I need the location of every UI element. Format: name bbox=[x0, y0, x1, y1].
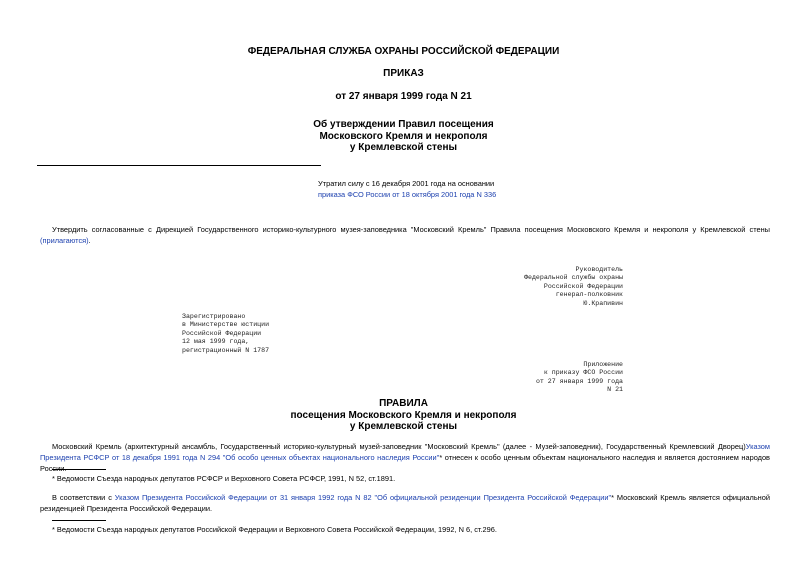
rules-p2-start: В соответствии с bbox=[52, 493, 115, 502]
rules-paragraph-2 bbox=[40, 492, 770, 514]
appendix-line: Приложение bbox=[583, 361, 623, 368]
agency-title: ФЕДЕРАЛЬНАЯ СЛУЖБА ОХРАНЫ РОССИЙСКОЙ ФЕДЕРАЦИИ bbox=[247, 46, 560, 57]
signature-line: Ю.Крапивин bbox=[583, 299, 623, 307]
doc-type: ПРИКАЗ bbox=[383, 68, 424, 79]
signature-block bbox=[480, 266, 623, 308]
registration-block bbox=[182, 313, 269, 355]
repeal-link[interactable]: приказа ФСО России от 18 октября 2001 года N 336 bbox=[318, 190, 497, 199]
appendix-line: N 21 bbox=[607, 386, 623, 394]
appendix-block bbox=[480, 361, 623, 395]
doc-date-number: от 27 января 1999 года N 21 bbox=[335, 91, 472, 102]
appendix-line: к приказу ФСО России bbox=[543, 369, 623, 377]
rules-p2-end: * Московский Кремль является официальной резиденцией Президента Российской Федерации. bbox=[40, 493, 770, 513]
rules-title-line: ПРАВИЛА bbox=[379, 398, 428, 409]
registration-line: Зарегистрировано bbox=[182, 313, 246, 320]
rules-title bbox=[0, 398, 807, 433]
repeal-note bbox=[318, 178, 496, 200]
appendix-line: от 27 января 1999 года bbox=[535, 377, 623, 385]
footnote-separator bbox=[52, 469, 106, 470]
footnote-2: * Ведомости Съезда народных депутатов Российской Федерации и Верховного Совета Российской Федерации, 1992, N 6, ст.296. bbox=[52, 525, 497, 534]
doc-title-line: Об утверждении Правил посещения bbox=[313, 119, 494, 130]
decree-294-link[interactable]: Указом Президента РСФСР от 18 декабря 1991 года N 294 "Об особо ценных объектах национального наследия России" bbox=[40, 442, 770, 462]
separator-line bbox=[37, 165, 321, 166]
doc-title-line: у Кремлевской стены bbox=[349, 142, 458, 153]
signature-line: Руководитель bbox=[575, 266, 623, 273]
registration-line: Российской Федерации bbox=[182, 329, 262, 337]
appendix-link[interactable]: (прилагаются) bbox=[40, 236, 89, 245]
doc-title bbox=[0, 119, 807, 154]
rules-p1-end: * отнесен к особо ценным объектам национального наследия и является достоянием народов России. bbox=[40, 453, 770, 473]
doc-title-line: Московского Кремля и некрополя bbox=[319, 130, 488, 142]
rules-paragraph-1 bbox=[40, 441, 770, 474]
decree-paragraph bbox=[40, 224, 770, 246]
rules-p1-text: Московский Кремль (архитектурный ансамбль, Государственный историко-культурный музей-заповедник "Московский Кремль" (далее - Музей-заповедник), Государственный Кремлевский Дворец) bbox=[52, 442, 746, 451]
rules-title-line: у Кремлевской стены bbox=[349, 421, 458, 432]
registration-line: в Министерстве юстиции bbox=[182, 321, 270, 329]
footnote-1: * Ведомости Съезда народных депутатов РСФСР и Верховного Совета РСФСР, 1991, N 52, ст.1891. bbox=[52, 474, 396, 483]
repeal-note-text: Утратил силу с 16 декабря 2001 года на основании bbox=[318, 179, 495, 188]
footnote-separator bbox=[52, 520, 106, 521]
signature-line: генерал-полковник bbox=[555, 291, 623, 299]
decree-text: Утвердить согласованные с Дирекцией Государственного историко-культурного музея-заповедника "Московский Кремль" Правила посещения Московского Кремля и некрополя у Кремлевской стены bbox=[52, 225, 770, 234]
registration-line: регистрационный N 1787 bbox=[182, 346, 270, 354]
signature-line: Федеральной службы охраны bbox=[524, 274, 623, 282]
decree-end: . bbox=[88, 236, 91, 245]
registration-line: 12 мая 1999 года, bbox=[182, 338, 250, 346]
rules-title-line: посещения Московского Кремля и некрополя bbox=[290, 409, 517, 421]
signature-line: Российской Федерации bbox=[543, 282, 623, 290]
decree-82-link[interactable]: Указом Президента Российской Федерации от 31 января 1992 года N 82 "Об официальной резиденции Президента Российской Федерации" bbox=[114, 493, 612, 502]
